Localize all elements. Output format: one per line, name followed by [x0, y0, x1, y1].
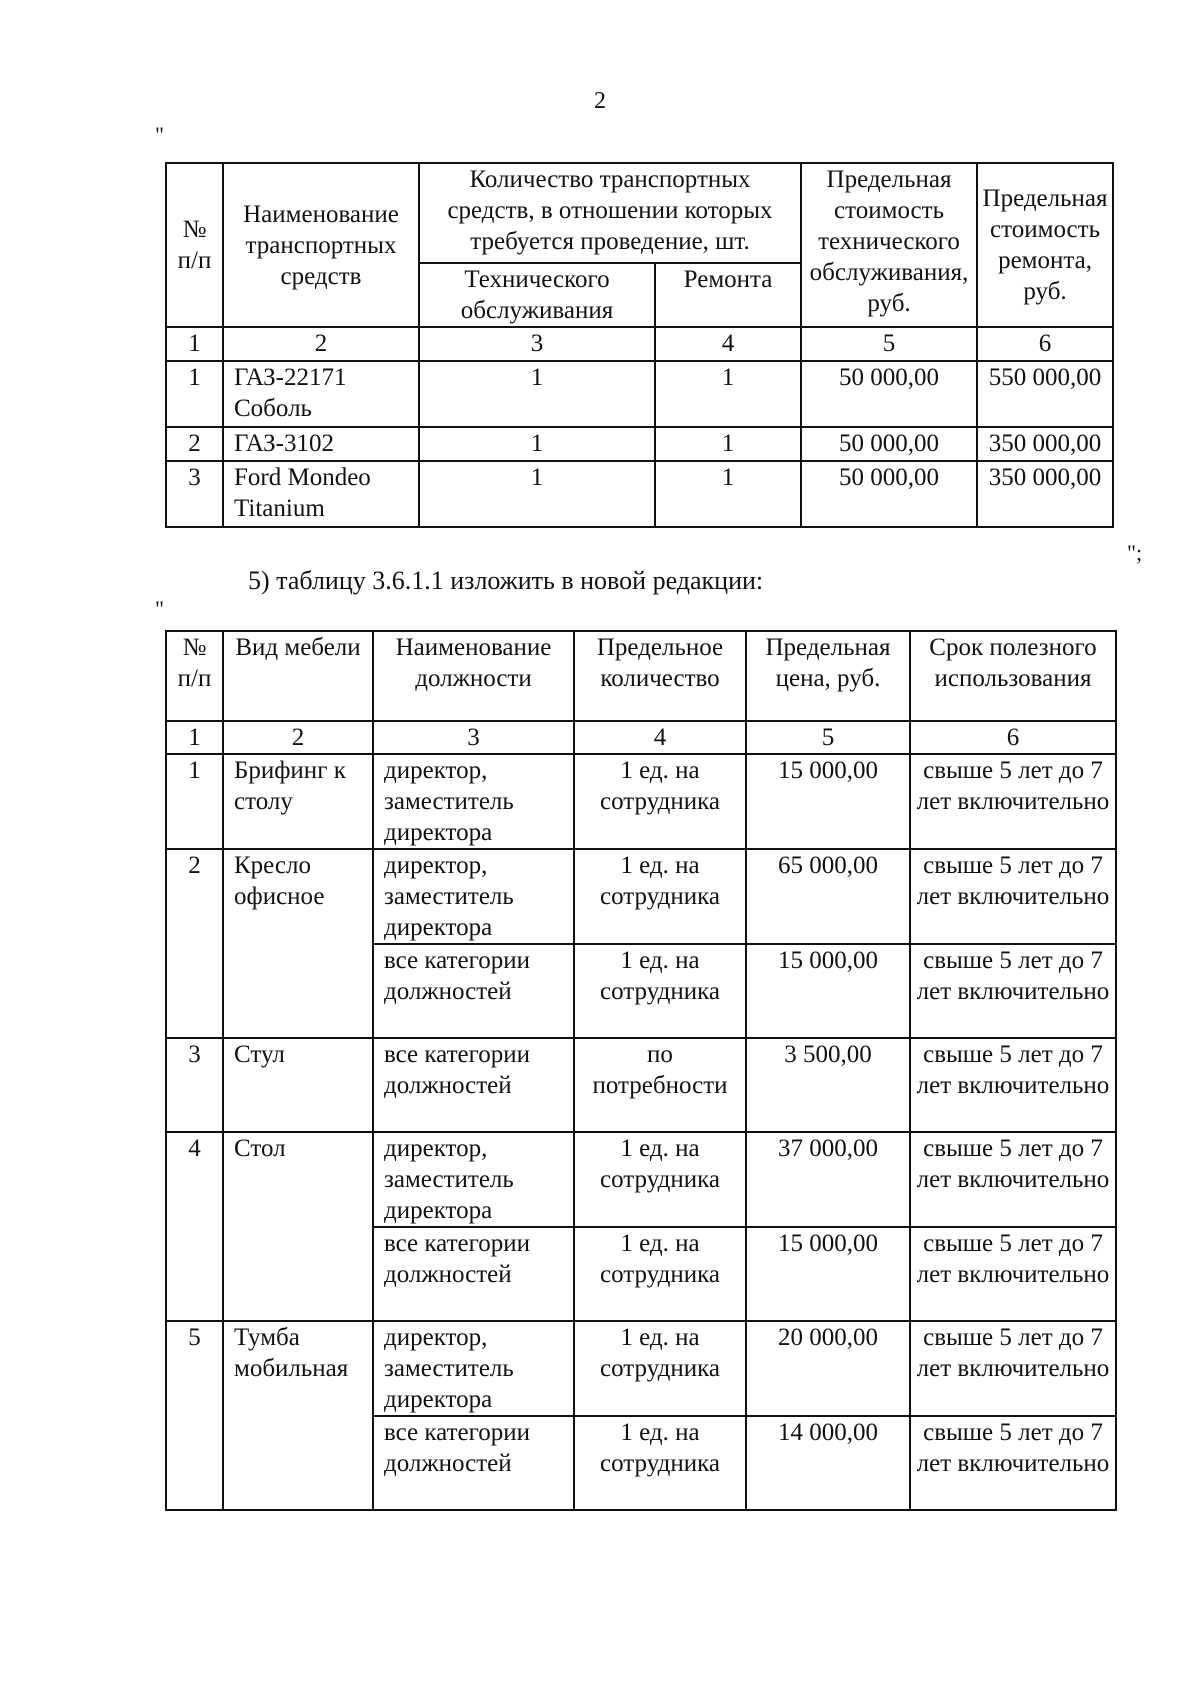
header-maintenance-qty: Технического обслуживания	[419, 263, 655, 327]
useful-life: свыше 5 лет до 7 лет включительно	[910, 944, 1116, 1038]
column-number: 1	[166, 327, 223, 361]
maintenance-cost: 50 000,00	[801, 427, 977, 461]
position: директор, заместитель директора	[373, 1132, 574, 1227]
useful-life: свыше 5 лет до 7 лет включительно	[910, 754, 1116, 849]
row-number: 3	[166, 461, 223, 527]
max-price: 15 000,00	[746, 944, 910, 1038]
row-number: 1	[166, 361, 223, 427]
max-quantity: 1 ед. на сотрудника	[574, 849, 746, 944]
position: директор, заместитель директора	[373, 754, 574, 849]
max-price: 3 500,00	[746, 1038, 910, 1132]
repair-cost: 350 000,00	[977, 461, 1113, 527]
max-price: 65 000,00	[746, 849, 910, 944]
max-quantity: 1 ед. на сотрудника	[574, 754, 746, 849]
vehicle-name: ГАЗ-3102	[223, 427, 419, 461]
vehicle-maintenance-table	[165, 162, 1114, 528]
column-number: 5	[801, 327, 977, 361]
table-row	[166, 1132, 1116, 1227]
max-quantity: 1 ед. на сотрудника	[574, 1416, 746, 1510]
max-price: 20 000,00	[746, 1321, 910, 1416]
repair-cost: 350 000,00	[977, 427, 1113, 461]
max-quantity: 1 ед. на сотрудника	[574, 1132, 746, 1227]
table-row	[166, 754, 1116, 849]
header-quantity-group: Количество транспортных средств, в отношении которых требуется проведение, шт.	[419, 163, 801, 263]
column-number: 2	[223, 721, 373, 754]
useful-life: свыше 5 лет до 7 лет включительно	[910, 1416, 1116, 1510]
table-row	[166, 1038, 1116, 1132]
column-number: 6	[977, 327, 1113, 361]
page-number: 2	[594, 88, 606, 114]
useful-life: свыше 5 лет до 7 лет включительно	[910, 1227, 1116, 1321]
column-number: 3	[419, 327, 655, 361]
maintenance-qty: 1	[419, 461, 655, 527]
position: все категории должностей	[373, 944, 574, 1038]
position: все категории должностей	[373, 1038, 574, 1132]
furniture-type: Стул	[223, 1038, 373, 1132]
vehicle-name: ГАЗ-22171 Соболь	[223, 361, 419, 427]
column-number: 1	[166, 721, 223, 754]
repair-cost: 550 000,00	[977, 361, 1113, 427]
max-quantity: 1 ед. на сотрудника	[574, 1227, 746, 1321]
column-number: 3	[373, 721, 574, 754]
column-number: 4	[574, 721, 746, 754]
max-price: 37 000,00	[746, 1132, 910, 1227]
furniture-type: Стол	[223, 1132, 373, 1321]
header-max-quantity: Предельное количество	[574, 631, 746, 721]
maintenance-qty: 1	[419, 427, 655, 461]
position: директор, заместитель директора	[373, 849, 574, 944]
amendment-paragraph: 5) таблицу 3.6.1.1 изложить в новой редакции:	[248, 566, 764, 595]
table-row	[166, 849, 1116, 944]
header-useful-life: Срок полезного использования	[910, 631, 1116, 721]
furniture-type: Брифинг к столу	[223, 754, 373, 849]
header-num: № п/п	[166, 163, 223, 327]
max-quantity: 1 ед. на сотрудника	[574, 1321, 746, 1416]
header-num: № п/п	[166, 631, 223, 721]
row-number: 5	[166, 1321, 223, 1510]
header-max-price: Предельная цена, руб.	[746, 631, 910, 721]
max-quantity: по потребности	[574, 1038, 746, 1132]
column-number: 2	[223, 327, 419, 361]
column-number: 6	[910, 721, 1116, 754]
useful-life: свыше 5 лет до 7 лет включительно	[910, 849, 1116, 944]
header-vehicle-name: Наименование транспортных средств	[223, 163, 419, 327]
row-number: 2	[166, 427, 223, 461]
column-number: 5	[746, 721, 910, 754]
header-repair-qty: Ремонта	[655, 263, 801, 327]
table-row	[166, 1321, 1116, 1416]
row-number: 3	[166, 1038, 223, 1132]
closing-quote: ";	[1127, 540, 1143, 565]
column-number: 4	[655, 327, 801, 361]
header-repair-cost: Предельная стоимость ремонта, руб.	[977, 163, 1113, 327]
useful-life: свыше 5 лет до 7 лет включительно	[910, 1038, 1116, 1132]
useful-life: свыше 5 лет до 7 лет включительно	[910, 1321, 1116, 1416]
maintenance-cost: 50 000,00	[801, 461, 977, 527]
repair-qty: 1	[655, 427, 801, 461]
maintenance-qty: 1	[419, 361, 655, 427]
table-row	[166, 461, 1113, 527]
furniture-type: Тумба мобильная	[223, 1321, 373, 1510]
position: все категории должностей	[373, 1416, 574, 1510]
repair-qty: 1	[655, 461, 801, 527]
header-maintenance-cost: Предельная стоимость технического обслуживания, руб.	[801, 163, 977, 327]
row-number: 1	[166, 754, 223, 849]
table-row	[166, 427, 1113, 461]
max-quantity: 1 ед. на сотрудника	[574, 944, 746, 1038]
header-furniture-type: Вид мебели	[223, 631, 373, 721]
row-number: 4	[166, 1132, 223, 1321]
maintenance-cost: 50 000,00	[801, 361, 977, 427]
opening-quote-2: "	[155, 596, 164, 621]
position: все категории должностей	[373, 1227, 574, 1321]
vehicle-name: Ford Mondeo Titanium	[223, 461, 419, 527]
opening-quote-1: "	[155, 122, 164, 147]
furniture-norms-table	[165, 630, 1117, 1511]
repair-qty: 1	[655, 361, 801, 427]
table-row	[166, 361, 1113, 427]
max-price: 15 000,00	[746, 754, 910, 849]
max-price: 15 000,00	[746, 1227, 910, 1321]
furniture-type: Кресло офисное	[223, 849, 373, 1038]
position: директор, заместитель директора	[373, 1321, 574, 1416]
max-price: 14 000,00	[746, 1416, 910, 1510]
useful-life: свыше 5 лет до 7 лет включительно	[910, 1132, 1116, 1227]
row-number: 2	[166, 849, 223, 1038]
header-position: Наименование должности	[373, 631, 574, 721]
